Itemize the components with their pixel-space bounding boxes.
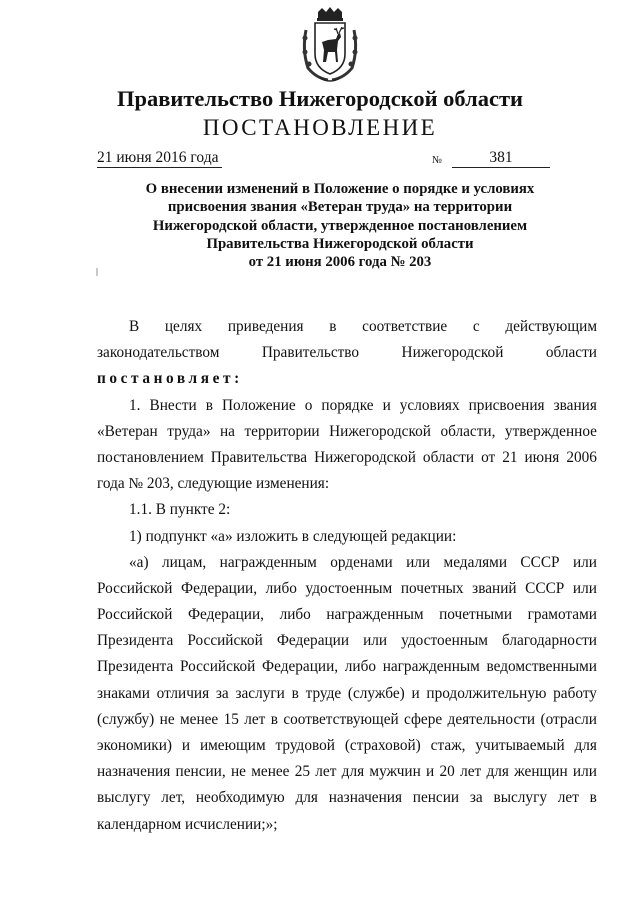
word: удостоенным <box>401 632 488 650</box>
word: или <box>572 579 597 597</box>
word: целях <box>164 318 203 335</box>
word: области <box>545 344 597 362</box>
organization-name: Правительство Нижегородской области <box>116 86 524 111</box>
word: для <box>486 763 509 781</box>
document-title <box>100 180 580 271</box>
word: мужчин <box>369 763 421 781</box>
word: благодарности <box>501 632 597 650</box>
word: 25 <box>294 763 311 781</box>
word: постановлением <box>97 448 204 466</box>
word: назначения <box>328 789 402 807</box>
word: продолжительную <box>426 684 547 702</box>
word: грамотами <box>527 606 597 624</box>
word: за <box>215 684 229 702</box>
word: для <box>341 763 365 781</box>
word: трудовой <box>275 737 335 754</box>
word: либо <box>344 658 377 676</box>
quote-line <box>97 550 597 576</box>
word: выслугу <box>493 789 547 807</box>
margin-mark <box>96 268 98 276</box>
resolves-line <box>97 366 597 392</box>
word: порядке <box>321 396 374 414</box>
word: и <box>411 684 420 702</box>
word: в <box>329 318 337 335</box>
word: в <box>589 789 597 807</box>
word: действующим <box>505 318 597 335</box>
word: Федерации <box>276 632 350 650</box>
word: в <box>270 710 278 728</box>
word: званий <box>472 579 517 597</box>
document-type: ПОСТАНОВЛЕНИЕ <box>202 115 438 140</box>
word: отличия <box>156 684 210 702</box>
word: территории <box>244 422 320 440</box>
title-line: О внесении изменений в Положение о порядке и условиях <box>145 181 535 197</box>
word: и <box>426 763 435 781</box>
word: деятельности <box>447 710 536 728</box>
body-line <box>97 393 597 419</box>
word: менее <box>179 710 219 728</box>
word: области <box>422 448 475 466</box>
word: назначения <box>97 763 171 781</box>
word: 21 <box>502 448 518 466</box>
word: и <box>181 737 191 754</box>
word: заслуги <box>235 684 285 702</box>
word: и <box>382 396 391 414</box>
word: Положение <box>222 396 296 414</box>
word: для <box>574 737 597 754</box>
word: приведения <box>227 318 304 335</box>
word: почетными <box>439 606 513 624</box>
word: В <box>129 318 140 335</box>
quote-line <box>97 733 597 759</box>
word: звания <box>553 396 597 414</box>
word: или <box>572 553 597 571</box>
word: орденами <box>330 553 393 571</box>
title-line: Правительства Нижегородской области <box>206 235 474 252</box>
word: знаками <box>97 684 150 702</box>
quote-line <box>97 654 597 680</box>
word: Нижегородской <box>329 422 431 440</box>
word: о <box>304 396 313 414</box>
word: не <box>159 710 175 728</box>
word: Нижегородской <box>401 344 504 362</box>
word: 1. <box>129 396 141 414</box>
word: Президента <box>97 632 174 650</box>
word: Российской <box>97 606 173 624</box>
quote-line: календарном исчислении;»; <box>97 815 278 833</box>
word: медалями <box>443 553 508 571</box>
word: необходимую <box>195 789 285 807</box>
intro-line <box>97 340 597 366</box>
title-line: Нижегородской области, утвержденное постановлением <box>152 217 528 234</box>
word: Федерации, <box>262 658 339 676</box>
word: для <box>295 789 318 807</box>
quote-line <box>97 785 597 811</box>
word: 15 <box>223 710 239 728</box>
body-line: 1) подпункт «а» изложить в следующей редакции: <box>129 527 457 545</box>
resolves-word: постановляет: <box>97 370 243 388</box>
word: лет <box>244 710 266 728</box>
word: Российской <box>97 579 173 597</box>
word: Правительства <box>210 448 308 466</box>
word: Внести <box>149 396 197 414</box>
word: «Ветеран <box>97 422 158 440</box>
word: Президента <box>97 658 174 676</box>
word: Федерации, <box>187 606 265 624</box>
word: не <box>230 763 246 781</box>
word: лицам, <box>161 553 207 571</box>
word: сфере <box>404 710 443 728</box>
word: 2006 <box>566 448 597 466</box>
word: «а) <box>129 553 149 571</box>
word: или <box>363 632 388 650</box>
body-line: года № 203, следующие изменения: <box>97 475 330 493</box>
word: в <box>291 684 299 702</box>
word: экономики) <box>97 737 172 754</box>
word: награжденным <box>219 553 317 571</box>
quote-line <box>97 759 597 785</box>
word: удостоенным <box>305 579 393 597</box>
quote-line <box>97 681 597 707</box>
body-line <box>97 445 597 471</box>
word: награжденным <box>382 658 480 676</box>
word: июня <box>524 448 560 466</box>
number-sign: № <box>432 155 443 166</box>
word: на <box>219 422 235 440</box>
word: Правительство <box>261 344 360 362</box>
word: (страховой) <box>344 737 421 754</box>
word: женщин <box>514 763 568 781</box>
word: условиях <box>399 396 460 414</box>
quote-line <box>97 576 597 602</box>
word: ведомственными <box>486 658 597 676</box>
body-line <box>97 419 597 445</box>
word: труда» <box>167 422 211 440</box>
document-body <box>97 314 597 838</box>
word: менее <box>251 763 290 781</box>
word: Российской <box>187 632 263 650</box>
quote-line <box>97 707 597 733</box>
word: либо <box>279 606 311 624</box>
word: Нижегородской <box>314 448 416 466</box>
word: присвоения <box>468 396 545 414</box>
word: в <box>205 396 213 414</box>
word: соответствующей <box>283 710 399 728</box>
word: учитываемый <box>475 737 565 754</box>
word: пенсии, <box>175 763 226 781</box>
word: (отрасли <box>540 710 597 728</box>
word: СССР <box>525 579 565 597</box>
word: пенсии <box>412 789 460 807</box>
word: (службе) <box>347 684 405 702</box>
word: выслугу <box>97 789 151 807</box>
body-line: 1.1. В пункте 2: <box>129 501 231 519</box>
quote-line <box>97 602 597 628</box>
word: Федерации, <box>180 579 258 597</box>
word: лет <box>460 763 482 781</box>
word: области, <box>440 422 496 440</box>
word: труде <box>305 684 342 702</box>
word: Российской <box>179 658 256 676</box>
word: либо <box>265 579 297 597</box>
word: почетных <box>400 579 464 597</box>
word: или <box>406 553 431 571</box>
word: от <box>481 448 496 466</box>
document-number: 381 <box>452 149 550 168</box>
quote-line <box>97 628 597 654</box>
word: награжденным <box>326 606 424 624</box>
word: законодательством <box>97 344 220 362</box>
word: лет, <box>161 789 186 807</box>
word: лет <box>557 789 579 807</box>
word: СССР <box>520 553 560 571</box>
word: соответствие <box>362 318 448 335</box>
word: имеющим <box>199 737 266 754</box>
title-line: от 21 июня 2006 года № 203 <box>248 254 432 271</box>
word: или <box>572 763 597 781</box>
coat-of-arms-icon <box>298 6 362 84</box>
intro-line <box>97 314 597 340</box>
word: за <box>469 789 483 807</box>
word: лет <box>315 763 337 781</box>
word: работу <box>553 684 597 702</box>
word: с <box>472 318 480 335</box>
word: стаж, <box>430 737 466 754</box>
document-date: 21 июня 2016 года <box>97 149 222 168</box>
word: 20 <box>439 763 455 781</box>
title-line: присвоения звания «Ветеран труда» на территории <box>167 199 513 216</box>
word: утвержденное <box>504 422 597 440</box>
word: (службу) <box>97 710 155 728</box>
